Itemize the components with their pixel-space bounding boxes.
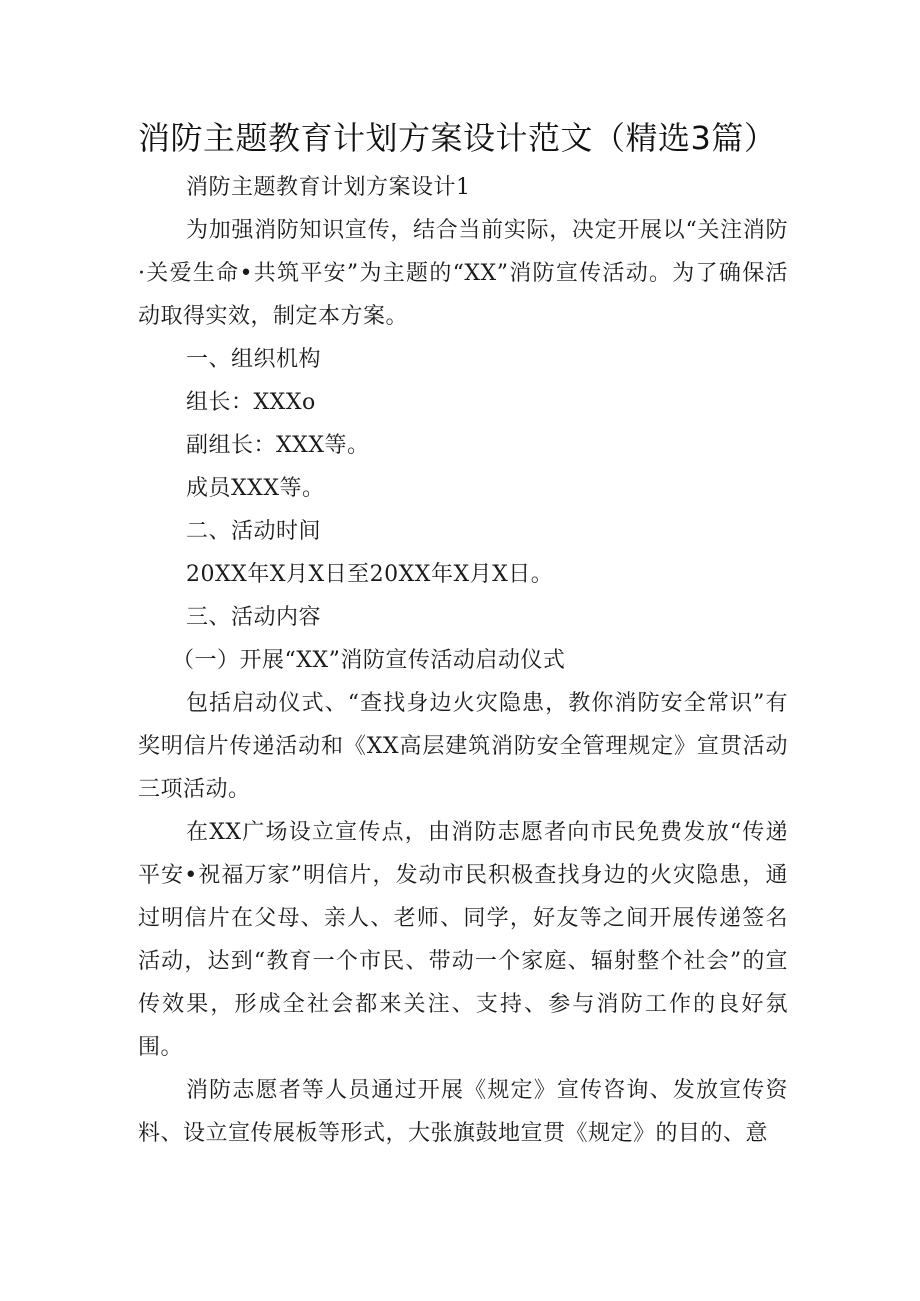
subsection-heading-launch: （一）开展“XX”消防宣传活动启动仪式 (172, 648, 566, 673)
activity-time-line: 20XX年X月X日至20XX年X月X日。 (186, 562, 554, 587)
volunteer-paragraph: 消防志愿者等人员通过开展《规定》宣传咨询、发放宣传资料、设立宣传展板等形式，大张旗鼓地宣贯《规定》的目的、意 (138, 1078, 788, 1146)
document-body (138, 166, 788, 1155)
section-heading-plan-1: 消防主题教育计划方案设计1 (186, 175, 471, 200)
launch-paragraph: 包括启动仪式、“查找身边火灾隐患，教你消防安全常识”有奖明信片传递活动和《XX高层建筑消防安全管理规定》宣贯活动三项活动。 (138, 691, 788, 802)
team-leader-line: 组长：XXXo (186, 390, 316, 415)
deputy-leader-line: 副组长：XXX等。 (186, 433, 370, 458)
section-heading-organization: 一、组织机构 (186, 347, 322, 372)
document-title: 消防主题教育计划方案设计范文（精选3篇） (138, 119, 777, 157)
intro-paragraph: 为加强消防知识宣传，结合当前实际，决定开展以“关注消防·关爱生命•共筑平安”为主题的“XX”消防宣传活动。为了确保活动取得实效，制定本方案。 (138, 218, 788, 329)
section-heading-content: 三、活动内容 (186, 605, 322, 630)
members-line: 成员XXX等。 (186, 476, 325, 501)
section-heading-time: 二、活动时间 (186, 519, 322, 544)
postcard-paragraph: 在XX广场设立宣传点，由消防志愿者向市民免费发放“传递平安•祝福万家”明信片，发动市民积极查找身边的火灾隐患，通过明信片在父母、亲人、老师、同学，好友等之间开展传递签名活动，达到“教育一个市民、带动一个家庭、辐射整个社会”的宣传效果，形成全社会都来关注、支持、参与消防工作的良好氛围。 (138, 820, 788, 1060)
